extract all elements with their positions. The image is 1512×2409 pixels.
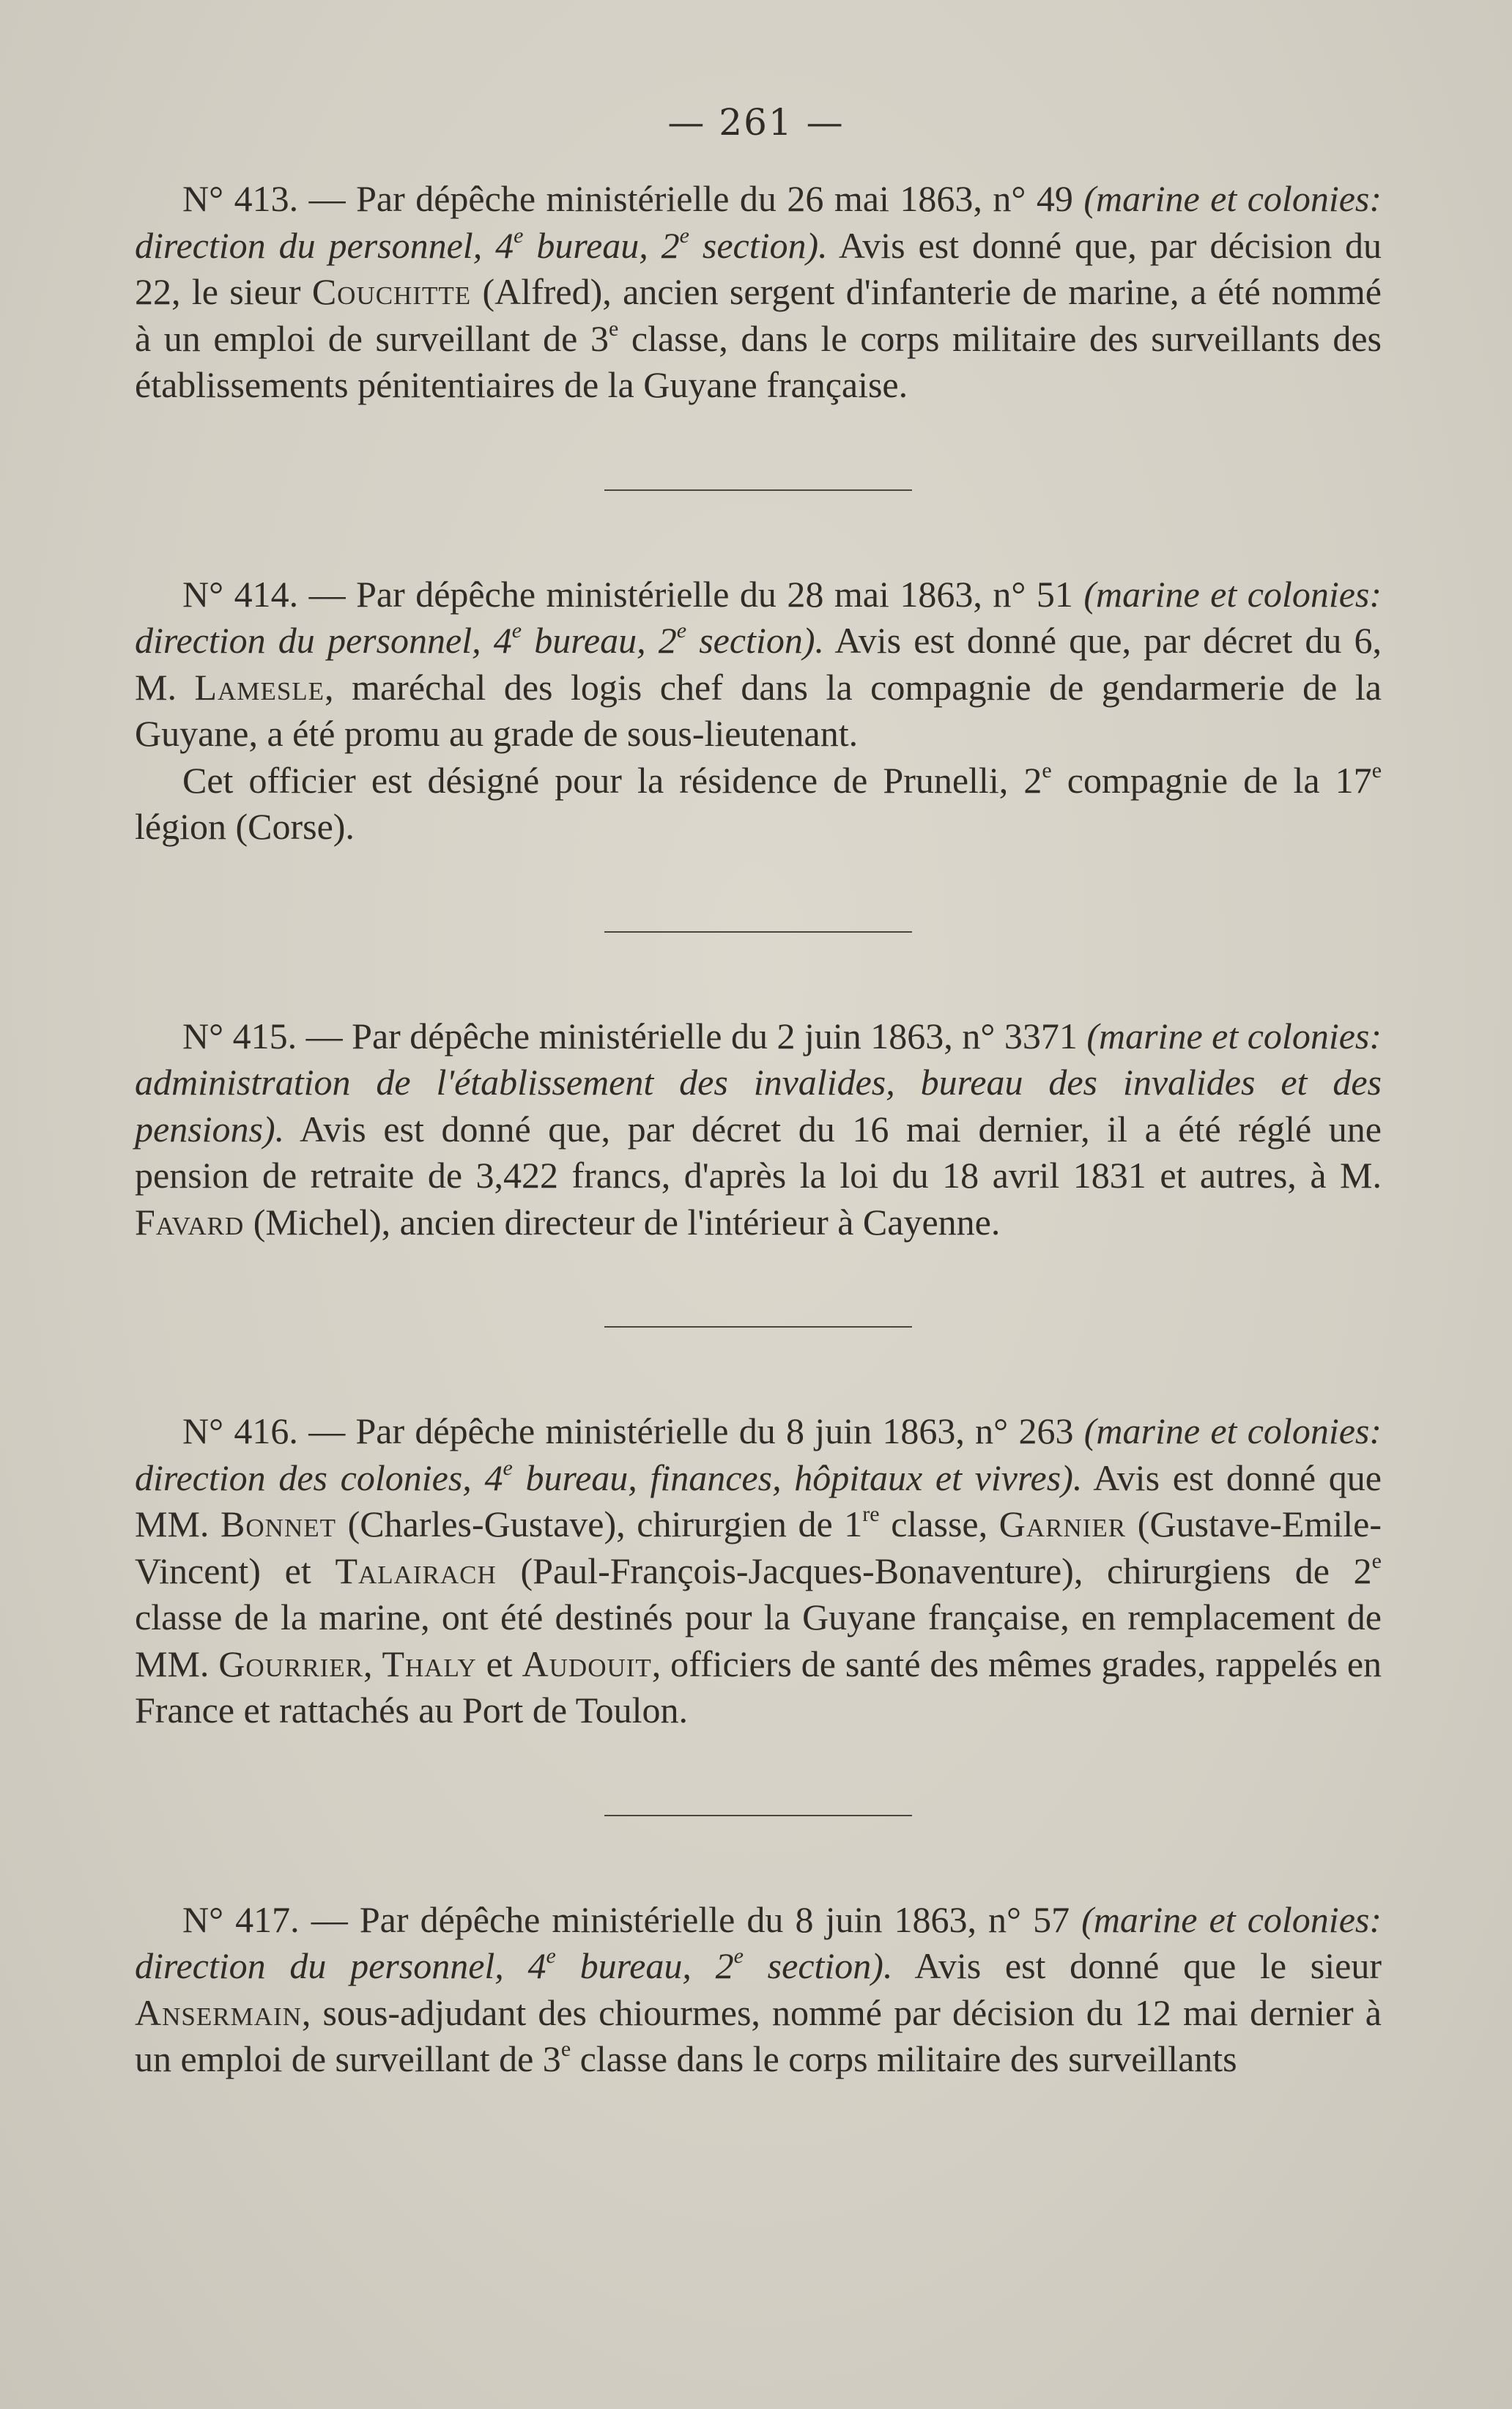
entry-416 [135,1408,1382,1734]
entry-number: N° 416. [182,1410,298,1451]
person-name: Ansermain [135,1991,302,2033]
entry-number: N° 415. [182,1015,297,1057]
person-name: Thaly [382,1643,477,1684]
department-reference: (marine et colonies: direction du personnel, 4e bureau, 2e section). [135,1898,1382,1986]
entry-number: N° 417. [182,1898,300,1940]
separator-rule [604,1815,912,1816]
person-name: Lamesle [194,666,325,708]
entry-414 [135,571,1382,851]
department-reference: (marine et colonies: direction du personnel, 4e bureau, 2e section). [135,178,1382,266]
department-reference: (marine et colonies: direction des colonies, 4e bureau, finances, hôpitaux et vivres). [135,1410,1382,1498]
separator-rule [604,1326,912,1328]
entry-paragraph: N° 415. — Par dépêche ministérielle du 2 juin 1863, n° 3371 (marine et colonies: administration de l'établissement des invalides, bureau des invalides et des pensions). Avis est donné que, par décret du 16 mai dernier, il a été réglé une pension de retraite de 3,422 francs, d'après la loi du 18 avril 1831 et autres, à M. Favard (Michel), ancien directeur de l'intérieur à Cayenne. [135,1015,1382,1243]
department-reference: (marine et colonies: direction du personnel, 4e bureau, 2e section). [135,573,1382,661]
entry-number: N° 413. [182,178,299,219]
page-number: — 261 — [667,101,845,144]
entry-415 [135,1013,1382,1246]
person-name: Favard [135,1201,245,1243]
entry-paragraph: N° 414. — Par dépêche ministérielle du 28 mai 1863, n° 51 (marine et colonies: direction du personnel, 4e bureau, 2e section). Avis est donné que, par décret du 6, M. Lamesle, maréchal des logis chef dans la compagnie de gendarmerie de la Guyane, a été promu au grade de sous-lieutenant. [135,573,1382,754]
person-name: Gourrier [218,1643,364,1684]
separator-rule [604,489,912,491]
person-name: Bonnet [220,1503,336,1544]
entry-paragraph-2: Cet officier est désigné pour la résidence de Prunelli, 2e compagnie de la 17e légion (Corse). [135,758,1382,847]
document-body [135,176,1382,2164]
separator-rule [604,931,912,933]
person-name: Audouit [522,1643,652,1684]
entry-417 [135,1897,1382,2083]
entry-413 [135,176,1382,409]
entry-number: N° 414. [182,573,299,615]
person-name: Garnier [998,1503,1127,1544]
person-name: Talairach [335,1550,497,1591]
person-name: Couchitte [311,271,472,312]
department-reference: (marine et colonies: administration de l'établissement des invalides, bureau des invalides et des pensions). [135,1015,1382,1150]
entry-paragraph: N° 417. — Par dépêche ministérielle du 8 juin 1863, n° 57 (marine et colonies: direction du personnel, 4e bureau, 2e section). Avis est donné que le sieur Ansermain, sous-adjudant des chiourmes, nommé par décision du 12 mai dernier à un emploi de surveillant de 3e classe dans le corps militaire des surveillants [135,1898,1382,2079]
entry-paragraph: N° 416. — Par dépêche ministérielle du 8 juin 1863, n° 263 (marine et colonies: direction des colonies, 4e bureau, finances, hôpitaux et vivres). Avis est donné que MM. Bonnet (Charles-Gustave), chirurgien de 1re classe, Garnier (Gustave-Emile-Vincent) et Talairach (Paul-François-Jacques-Bonaventure), chirurgiens de 2e classe de la marine, ont été destinés pour la Guyane française, en remplacement de MM. Gourrier, Thaly et Audouit, officiers de santé des mêmes grades, rappelés en France et rattachés au Port de Toulon. [135,1410,1382,1731]
entry-paragraph: N° 413. — Par dépêche ministérielle du 26 mai 1863, n° 49 (marine et colonies: direction du personnel, 4e bureau, 2e section). Avis est donné que, par décision du 22, le sieur Couchitte (Alfred), ancien sergent d'infanterie de marine, a été nommé à un emploi de surveillant de 3e classe, dans le corps militaire des surveillants des établissements pénitentiaires de la Guyane française. [135,178,1382,405]
